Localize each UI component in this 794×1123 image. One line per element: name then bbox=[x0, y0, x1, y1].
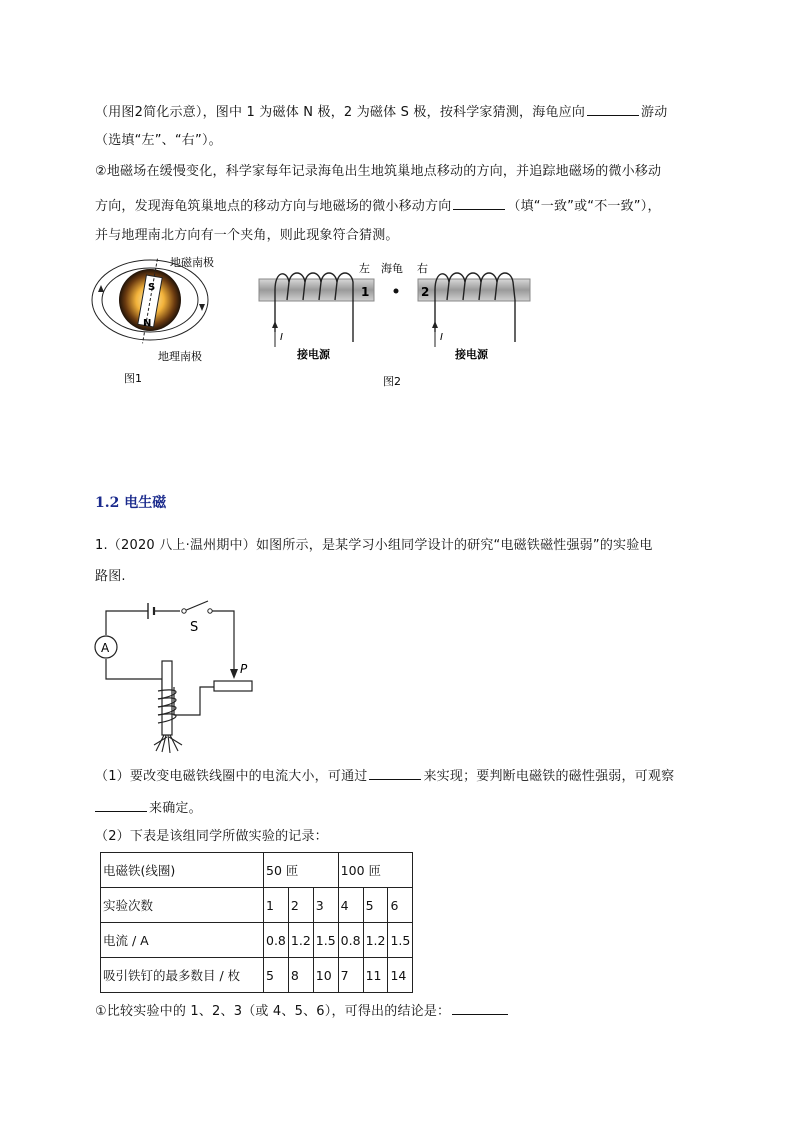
ammeter-label: A bbox=[101, 641, 110, 655]
power-right-label: 接电源 bbox=[455, 348, 488, 361]
table-cell: 100 匝 bbox=[338, 853, 413, 888]
table-cell: 4 bbox=[338, 888, 363, 923]
current-arrow-icon bbox=[272, 321, 278, 328]
turtle-label: 海龟 bbox=[381, 262, 403, 275]
question-intro: 1.（2020 八上·温州期中）如图所示，是某学习小组同学设计的研究“电磁铁磁性强弱”的实验电 bbox=[95, 538, 653, 553]
question-part-1: 来确定。 bbox=[95, 797, 202, 818]
circuit-diagram bbox=[92, 595, 262, 755]
field-arrow-icon bbox=[98, 285, 104, 292]
section-heading: 1.2 电生磁 bbox=[95, 495, 167, 511]
answer-blank[interactable] bbox=[587, 101, 639, 116]
figure-2-caption: 图2 bbox=[383, 375, 401, 388]
table-cell: 电磁铁(线圈) bbox=[101, 853, 264, 888]
current-arrow-icon bbox=[432, 321, 438, 328]
pole-n-label: N bbox=[143, 318, 152, 329]
table-cell: 电流 / A bbox=[101, 923, 264, 958]
question-part-2: （2）下表是该组同学所做实验的记录： bbox=[95, 829, 328, 844]
turtle-dot bbox=[394, 289, 399, 294]
table-cell: 0.8 bbox=[264, 923, 289, 958]
table-cell: 7 bbox=[338, 958, 363, 993]
table-row bbox=[101, 958, 413, 993]
table-cell: 3 bbox=[313, 888, 338, 923]
table-cell: 8 bbox=[288, 958, 313, 993]
answer-blank[interactable] bbox=[95, 797, 147, 812]
conclusion-line: ①比较实验中的 1、2、3（或 4、5、6），可得出的结论是： bbox=[95, 1000, 510, 1021]
geographic-south-label: 地理南极 bbox=[158, 350, 202, 363]
table-cell: 5 bbox=[363, 888, 388, 923]
table-cell: 1.5 bbox=[313, 923, 338, 958]
power-left-label: 接电源 bbox=[297, 348, 330, 361]
question-part-1: （1）要改变电磁铁线圈中的电流大小，可通过 来实现；要判断电磁铁的磁性强弱，可观察 bbox=[95, 765, 674, 786]
rheostat bbox=[214, 681, 252, 691]
table-cell: 10 bbox=[313, 958, 338, 993]
question-text-line: 方向，发现海龟筑巢地点的移动方向与地磁场的微小移动方向 （填“一致”或“不一致”）， bbox=[95, 195, 661, 216]
table-cell: 1.2 bbox=[288, 923, 313, 958]
table-row bbox=[101, 888, 413, 923]
question-intro: 路图. bbox=[95, 569, 126, 584]
field-arrow-icon bbox=[199, 304, 205, 311]
current-label: I bbox=[280, 332, 283, 343]
pole-s-label: S bbox=[148, 282, 156, 293]
slider-label: P bbox=[240, 662, 248, 676]
table-cell: 实验次数 bbox=[101, 888, 264, 923]
table-cell: 6 bbox=[388, 888, 413, 923]
question-text-line: ②地磁场在缓慢变化，科学家每年记录海龟出生地筑巢地点移动的方向，并追踪地磁场的微小移动 bbox=[95, 164, 662, 179]
question-text-line: （用图2简化示意），图中 1 为磁体 N 极，2 为磁体 S 极，按科学家猜测，海龟应向 游动 bbox=[95, 101, 667, 122]
pole-2-label: 2 bbox=[421, 285, 430, 299]
current-label: I bbox=[440, 332, 443, 343]
nails bbox=[154, 735, 182, 753]
pole-1-label: 1 bbox=[361, 285, 370, 299]
table-cell: 2 bbox=[288, 888, 313, 923]
table-cell: 5 bbox=[264, 958, 289, 993]
table-cell: 1.5 bbox=[388, 923, 413, 958]
table-cell: 0.8 bbox=[338, 923, 363, 958]
figure-1-caption: 图1 bbox=[124, 372, 142, 385]
figure-2-electromagnets bbox=[255, 252, 540, 392]
question-text-line: （选填“左”、“右”）。 bbox=[95, 133, 222, 148]
slider-arrow-icon bbox=[230, 669, 238, 679]
table-cell: 1 bbox=[264, 888, 289, 923]
table-cell: 50 匝 bbox=[264, 853, 339, 888]
answer-blank[interactable] bbox=[453, 195, 505, 210]
answer-blank[interactable] bbox=[452, 1000, 508, 1015]
record-table bbox=[100, 852, 413, 993]
direction-right-label: 右 bbox=[417, 262, 428, 275]
answer-blank[interactable] bbox=[369, 765, 421, 780]
table-row bbox=[101, 853, 413, 888]
geomagnetic-south-label: 地磁南极 bbox=[170, 256, 214, 269]
table-row bbox=[101, 923, 413, 958]
table-cell: 14 bbox=[388, 958, 413, 993]
direction-left-label: 左 bbox=[359, 262, 370, 275]
table-cell: 11 bbox=[363, 958, 388, 993]
switch-label: S bbox=[190, 620, 199, 635]
table-cell: 吸引铁钉的最多数目 / 枚 bbox=[101, 958, 264, 993]
table-cell: 1.2 bbox=[363, 923, 388, 958]
figure-1-earth-field bbox=[88, 252, 228, 387]
question-text-line: 并与地理南北方向有一个夹角，则此现象符合猜测。 bbox=[95, 228, 399, 243]
